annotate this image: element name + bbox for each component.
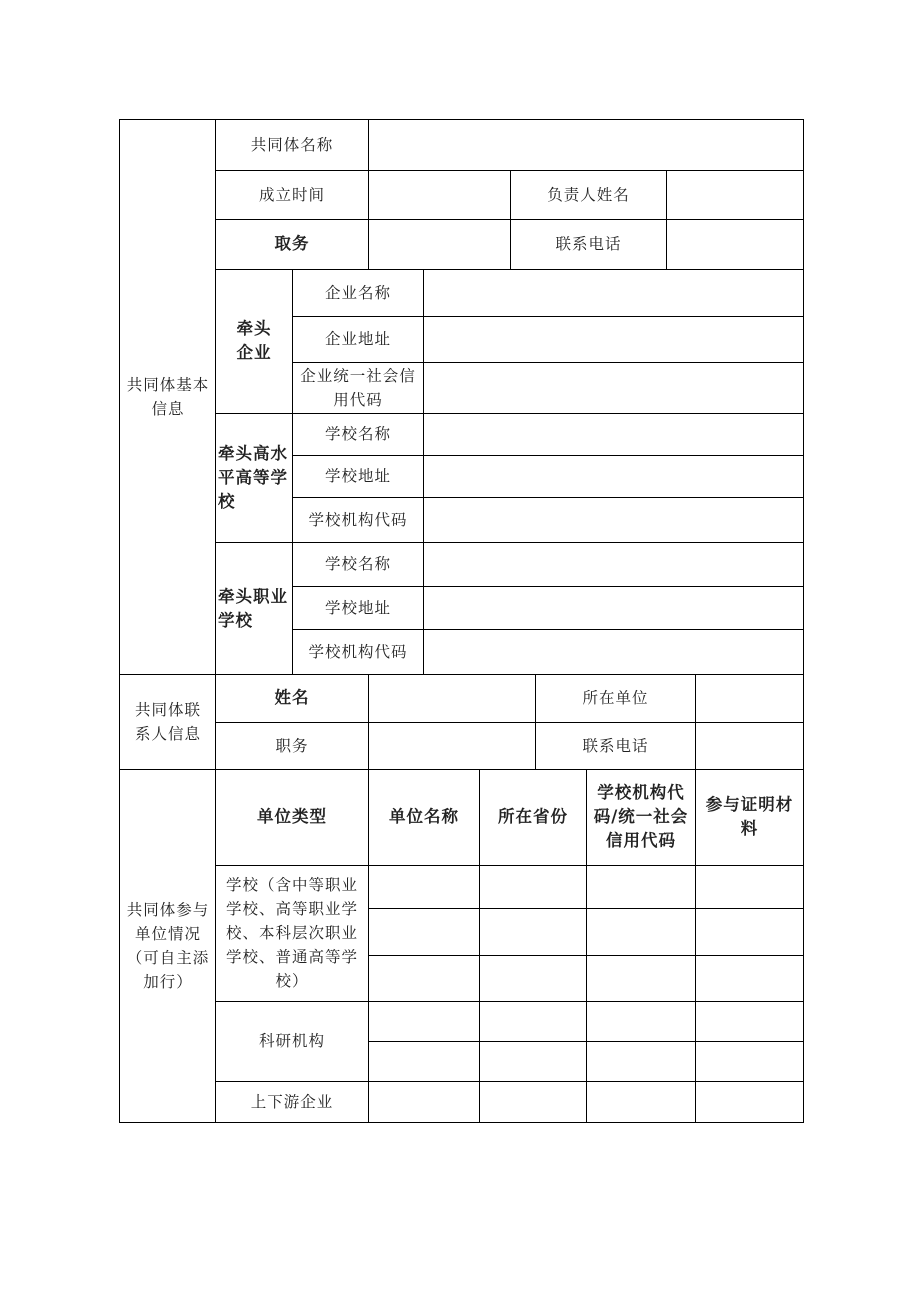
participant-cell[interactable] — [587, 1082, 695, 1122]
lead-university-label: 牵头高水平高等学校 — [218, 443, 288, 511]
participant-cell[interactable] — [696, 1002, 803, 1041]
row-label-schools: 学校（含中等职业学校、高等职业学校、本科层次职业学校、普通高等学校） — [225, 876, 358, 990]
enterprise-credit-code-field[interactable] — [424, 363, 803, 413]
vocational-name-field[interactable] — [424, 543, 803, 586]
enterprise-address-label: 企业地址 — [324, 330, 391, 348]
university-name-label: 学校名称 — [324, 425, 391, 443]
row-label-enterprises: 上下游企业 — [250, 1092, 334, 1111]
participant-cell[interactable] — [696, 956, 803, 1001]
header-unit-type: 单位类型 — [257, 807, 327, 826]
header-code: 学校机构代码/统一社会信用代码 — [593, 783, 689, 850]
founded-date-field[interactable] — [369, 171, 510, 219]
participant-cell[interactable] — [587, 1002, 695, 1041]
vocational-address-field[interactable] — [424, 587, 803, 629]
header-province: 所在省份 — [498, 807, 568, 826]
participant-cell[interactable] — [480, 866, 586, 908]
header-proof: 参与证明材料 — [705, 795, 794, 838]
participant-cell[interactable] — [480, 1042, 586, 1081]
university-org-code-field[interactable] — [424, 498, 803, 542]
university-org-code-label: 学校机构代码 — [308, 510, 408, 529]
community-name-label: 共同体名称 — [250, 135, 334, 154]
contact-position-label: 职务 — [275, 736, 309, 755]
position-field[interactable] — [369, 220, 510, 269]
participant-cell[interactable] — [369, 866, 479, 908]
contact-unit-label: 所在单位 — [582, 689, 649, 707]
participant-cell[interactable] — [587, 1042, 695, 1081]
university-address-label: 学校地址 — [324, 467, 391, 485]
participants-section-label: 共同体参与单位情况（可自主添加行） — [126, 900, 210, 991]
table-border-bottom — [119, 1122, 804, 1123]
leader-name-field[interactable] — [667, 171, 803, 219]
founded-date-label: 成立时间 — [258, 185, 325, 204]
participant-cell[interactable] — [480, 1002, 586, 1041]
contact-position-field[interactable] — [369, 723, 535, 769]
participant-cell[interactable] — [587, 909, 695, 955]
community-name-field[interactable] — [369, 120, 803, 170]
vocational-name-label: 学校名称 — [324, 555, 391, 573]
lead-vocational-label: 牵头职业学校 — [218, 586, 288, 630]
contact-phone-label: 联系电话 — [582, 736, 649, 755]
enterprise-credit-code-label: 企业统一社会信用代码 — [300, 366, 416, 409]
participant-cell[interactable] — [480, 1082, 586, 1122]
university-address-field[interactable] — [424, 456, 803, 497]
enterprise-address-field[interactable] — [424, 317, 803, 362]
participant-cell[interactable] — [480, 956, 586, 1001]
enterprise-name-label: 企业名称 — [324, 283, 391, 302]
university-name-field[interactable] — [424, 414, 803, 455]
header-unit-name: 单位名称 — [389, 807, 459, 826]
participant-cell[interactable] — [369, 1042, 479, 1081]
contact-name-field[interactable] — [369, 675, 535, 722]
basic-info-section-label: 共同体基本信息 — [126, 376, 210, 418]
enterprise-name-field[interactable] — [424, 270, 803, 316]
participant-cell[interactable] — [369, 1002, 479, 1041]
participant-cell[interactable] — [587, 956, 695, 1001]
phone-label: 联系电话 — [555, 235, 622, 253]
vocational-org-code-label: 学校机构代码 — [308, 643, 408, 661]
participant-cell[interactable] — [696, 866, 803, 908]
participant-cell[interactable] — [696, 1082, 803, 1122]
participant-cell[interactable] — [696, 909, 803, 955]
leader-name-label: 负责人姓名 — [547, 185, 630, 204]
contact-name-label: 姓名 — [274, 688, 310, 707]
lead-enterprise-label: 牵头企业 — [236, 319, 272, 362]
participant-cell[interactable] — [480, 909, 586, 955]
vocational-org-code-field[interactable] — [424, 630, 803, 674]
participant-cell[interactable] — [369, 956, 479, 1001]
vocational-address-label: 学校地址 — [324, 598, 391, 617]
table-border-left — [119, 119, 120, 1123]
phone-field[interactable] — [667, 220, 803, 269]
contact-unit-field[interactable] — [696, 675, 803, 722]
participant-cell[interactable] — [369, 909, 479, 955]
contact-section-label: 共同体联系人信息 — [134, 700, 201, 743]
row-label-research: 科研机构 — [258, 1032, 325, 1050]
participant-cell[interactable] — [696, 1042, 803, 1081]
participant-cell[interactable] — [369, 1082, 479, 1122]
position-label: 取务 — [274, 234, 310, 253]
contact-phone-field[interactable] — [696, 723, 803, 769]
participant-cell[interactable] — [587, 866, 695, 908]
